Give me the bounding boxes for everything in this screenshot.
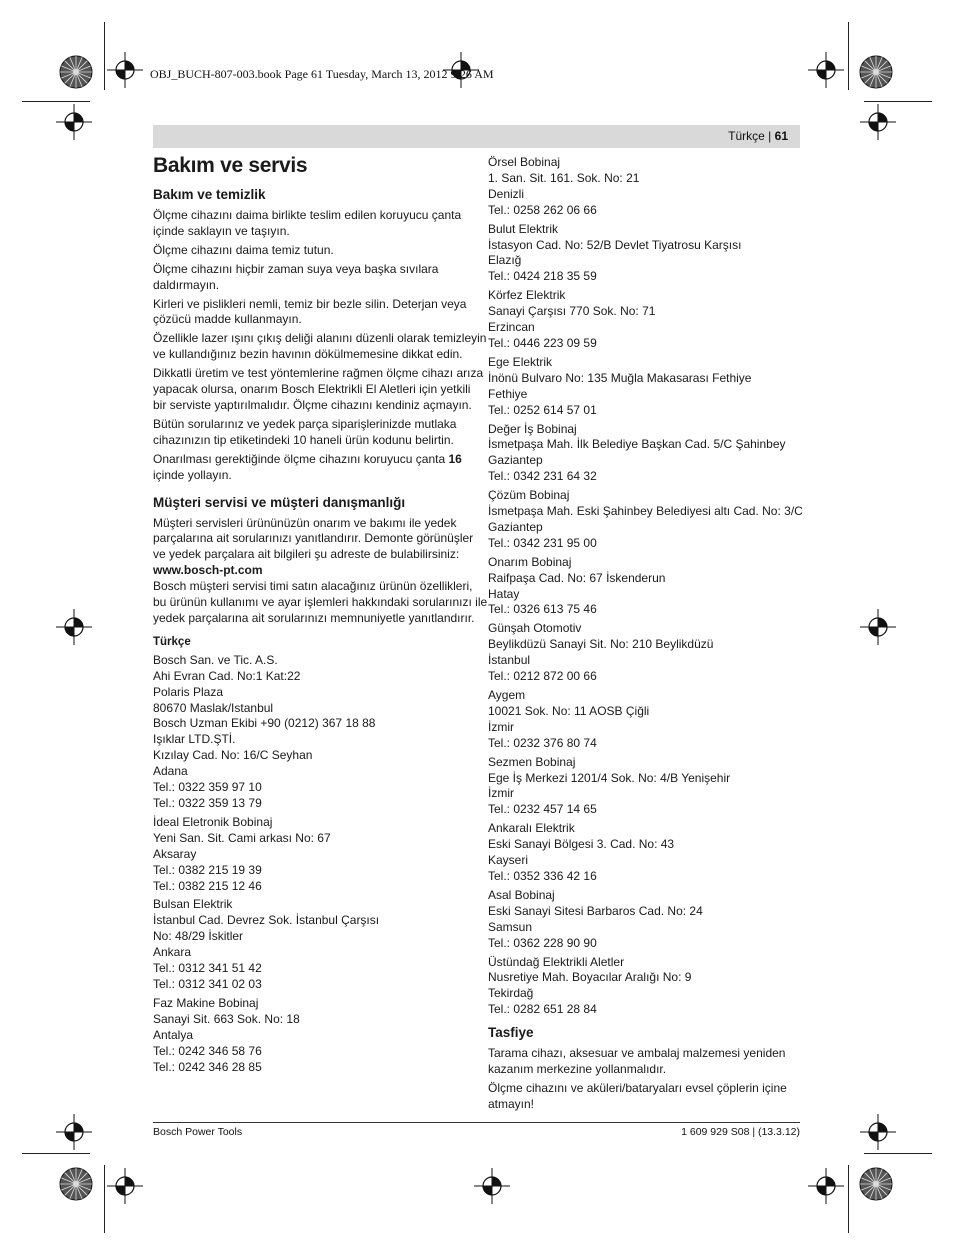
address-block-line: Çözüm Bobinaj [488, 488, 570, 503]
address-list-left [153, 653, 471, 1076]
paragraph-line: Ölçme cihazını daima temiz tutun. [153, 242, 334, 257]
address-block-line: Sanayi Sit. 663 Sok. No: 18 [153, 1011, 300, 1026]
registration-mark [107, 52, 143, 88]
paragraph [153, 331, 487, 363]
address-block-line: Tel.: 0446 223 09 59 [488, 335, 597, 350]
registration-mark [474, 1168, 510, 1204]
address-block-line: Fethiye [488, 386, 528, 401]
page-number: 61 [774, 129, 788, 143]
address-block [488, 488, 803, 552]
page-header-bar [153, 125, 800, 148]
address-block-line: Aygem [488, 688, 526, 702]
page-title: Bakım ve servis [153, 154, 308, 177]
address-block-line: İdeal Eletronik Bobinaj [153, 814, 273, 829]
address-block-line: Hatay [488, 586, 520, 601]
paragraph-line: Ölçme cihazını ve aküleri/bataryaları evsel çöplerin içine [488, 1080, 787, 1095]
paragraph [488, 1046, 800, 1078]
paragraph [153, 243, 471, 259]
paragraph-line: parçalarına ait sorularınızı yanıtlandırır. Demonte görünüşler [153, 531, 474, 546]
address-block-line: Nusretiye Mah. Boyacılar Aralığı No: 9 [488, 970, 692, 985]
address-block [488, 755, 800, 819]
address-block-line: Antalya [153, 1027, 194, 1042]
color-target-mark [60, 56, 92, 88]
paragraph-line: Özellikle lazer ışını çıkış deliği alanını düzenli olarak temizleyin [153, 331, 487, 346]
address-block-line: İstanbul Cad. Devrez Sok. İstanbul Çarşısı [153, 913, 380, 928]
address-block-line: Tel.: 0312 341 51 42 [153, 961, 262, 976]
paragraph-line: yapacak olursa, onarım Bosch Elektrikli El Aletleri için yetkili [153, 382, 471, 397]
address-block [488, 621, 800, 685]
address-block-line: Bulsan Elektrik [153, 897, 233, 912]
address-block-line: Tel.: 0258 262 06 66 [488, 202, 597, 217]
address-block-line: Tel.: 0342 231 64 32 [488, 469, 597, 484]
reference-number: 16 [448, 451, 462, 466]
registration-mark [860, 104, 896, 140]
paragraph-line: atmayın! [488, 1096, 535, 1111]
address-block-line: Tel.: 0282 651 28 84 [488, 1002, 597, 1017]
footer-rule [153, 1122, 800, 1123]
paragraph [153, 297, 471, 329]
address-block-line: Bulut Elektrik [488, 221, 559, 236]
address-block-line: Samsun [488, 919, 533, 934]
disposal-paragraphs [488, 1046, 800, 1113]
paragraph-line: içinde yollayın. [153, 467, 232, 482]
address-block-line: Ankara [153, 945, 192, 960]
address-block-line: Faz Makine Bobinaj [153, 995, 259, 1010]
paragraph-line: Bütün sorularınız ve yedek parça siparişlerinizde mutlaka [153, 416, 457, 431]
address-block-line: İzmir [488, 719, 514, 734]
address-block-line: Ankaralı Elektrik [488, 821, 575, 836]
customer-service-intro [153, 515, 474, 564]
address-block-line: Erzincan [488, 320, 535, 335]
paragraph-line: çözücü madde kullanmayın. [153, 312, 302, 327]
address-block-line: Yeni San. Sit. Cami arkası No: 67 [153, 830, 331, 845]
address-block [488, 222, 800, 286]
address-block [488, 422, 800, 486]
paragraph-line: Bosch müşteri servisi timi satın alacağınız ürünün özellikleri, [153, 579, 473, 594]
address-block-line: Tel.: 0242 346 28 85 [153, 1059, 262, 1074]
registration-mark [808, 52, 844, 88]
address-block-line: Gaziantep [488, 453, 543, 468]
address-block-line: Körfez Elektrik [488, 288, 566, 303]
page-header-text [728, 129, 788, 143]
paragraph-line: Ölçme cihazını daima birlikte teslim edilen koruyucu çanta [153, 208, 462, 222]
paragraph-line: yedek parçalarına ait sorularınızı memnuniyetle yanıtlandırır. [153, 610, 475, 625]
address-block-line: Kayseri [488, 853, 529, 868]
address-block [488, 555, 800, 619]
paragraph-line: daldırmayın. [153, 277, 220, 292]
address-block-line: Ahi Evran Cad. No:1 Kat:22 [153, 668, 301, 683]
address-block-line: İnönü Bulvaro No: 135 Muğla Makasarası Fethiye [488, 370, 752, 385]
country-heading: Türkçe [153, 635, 191, 648]
right-column [488, 155, 803, 1116]
section-heading-customer-service: Müşteri servisi ve müşteri danışmanlığı [153, 494, 406, 510]
address-block [153, 996, 471, 1076]
paragraph [488, 1081, 800, 1113]
address-block-line: 10021 Sok. No: 11 AOSB Çiğli [488, 703, 650, 718]
address-block-line: Tel.: 0326 613 75 46 [488, 602, 597, 617]
address-block [488, 155, 800, 219]
address-block-line: Tel.: 0212 872 00 66 [488, 669, 597, 684]
paragraph [153, 262, 471, 294]
paragraph-line: ve yedek parçalara ait bilgileri şu adreste de bulabilirsiniz: [153, 547, 460, 562]
address-block-line: İstasyon Cad. No: 52/B Devlet Tiyatrosu Karşısı [488, 237, 742, 252]
address-block-line: Denizli [488, 186, 525, 201]
color-target-mark [60, 1168, 92, 1200]
registration-mark [56, 609, 92, 645]
section-heading-disposal: Tasfiye [488, 1025, 534, 1041]
address-block-line: Onarım Bobinaj [488, 554, 572, 569]
website-link[interactable]: www.bosch-pt.com [153, 563, 263, 578]
address-block-line: Adana [153, 764, 188, 779]
address-block-line: Tel.: 0362 228 90 90 [488, 935, 597, 950]
address-block [488, 688, 800, 752]
address-block-line: Değer İş Bobinaj [488, 421, 577, 436]
address-block-line: Tel.: 0242 346 58 76 [153, 1043, 262, 1058]
address-block-line: Tel.: 0312 341 02 03 [153, 976, 262, 991]
address-block-line: Tel.: 0382 215 19 39 [153, 862, 262, 877]
registration-mark [860, 609, 896, 645]
address-block-line: Sezmen Bobinaj [488, 754, 576, 769]
address-block-line: Tel.: 0424 218 35 59 [488, 269, 597, 284]
left-column [153, 154, 488, 1078]
address-block-line: Kızılay Cad. No: 16/C Seyhan [153, 748, 313, 763]
paragraph-line: Ölçme cihazını hiçbir zaman suya veya başka sıvılara [153, 261, 439, 276]
address-block-line: Beylikdüzü Sanayi Sit. No: 210 Beylikdüzü [488, 637, 714, 652]
address-block-line: Tel.: 0252 614 57 01 [488, 402, 597, 417]
paragraph-line: Dikkatli üretim ve test yöntemlerine rağmen ölçme cihazı arıza [153, 366, 484, 381]
address-block-line: Tel.: 0342 231 95 00 [488, 535, 597, 550]
address-block-line: İstanbul [488, 653, 531, 668]
paragraph-line: bir serviste yaptırılmalıdır. Ölçme cihazını kendiniz açmayın. [153, 397, 472, 412]
address-block-line: Ege Elektrik [488, 354, 553, 369]
print-slug: OBJ_BUCH-807-003.book Page 61 Tuesday, March 13, 2012 9:26 AM [150, 67, 494, 81]
footer-brand: Bosch Power Tools [153, 1126, 243, 1138]
address-block [153, 897, 471, 992]
paragraph [153, 366, 484, 414]
section-heading-maintenance: Bakım ve temizlik [153, 187, 266, 202]
customer-service-outro [153, 579, 488, 627]
address-block-line: Tel.: 0232 376 80 74 [488, 735, 597, 750]
address-block-line: İsmetpaşa Mah. İlk Belediye Başkan Cad. 5/C Şahinbey [488, 437, 786, 452]
address-block-line: Tel.: 0382 215 12 46 [153, 878, 262, 893]
address-block-line: Raifpaşa Cad. No: 67 İskenderun [488, 570, 666, 585]
address-block-line: Tel.: 0352 336 42 16 [488, 868, 597, 883]
address-block-line: Tel.: 0322 359 97 10 [153, 780, 262, 795]
address-block [153, 815, 471, 895]
address-block-line: Tel.: 0232 457 14 65 [488, 802, 597, 817]
address-block-line: Günşah Otomotiv [488, 621, 582, 636]
color-target-mark [860, 1168, 892, 1200]
address-block-line: No: 48/29 İskitler [153, 929, 244, 944]
address-block [488, 888, 800, 952]
address-block [488, 955, 800, 1019]
address-block-line: Tekirdağ [488, 986, 534, 1001]
address-block-line: Tel.: 0322 359 13 79 [153, 796, 262, 810]
paragraph-line: cihazınızın tip etiketindeki 10 haneli ürün kodunu belirtin. [153, 432, 454, 447]
paragraph-text: Onarılması gerektiğinde ölçme cihazını koruyucu çanta [153, 451, 449, 466]
address-block-line: Işıklar LTD.ŞTİ. [153, 732, 236, 747]
paragraph-line: bu ürünün kullanımı ve ayar işlemleri hakkındaki sorularınızı ile [153, 595, 488, 610]
registration-mark [56, 104, 92, 140]
paragraph-line: ve kullandığınız bezin havının dökülmemesine dikkat edin. [153, 347, 463, 362]
address-block-line: 1. San. Sit. 161. Sok. No: 21 [488, 170, 640, 185]
address-block-line: İzmir [488, 786, 514, 801]
address-list-right [488, 155, 803, 1018]
paragraph-line: kazanım merkezine yollanmalıdır. [488, 1062, 667, 1077]
paragraph-line: Müşteri servisleri ürününüzün onarım ve bakımı ile yedek [153, 515, 457, 530]
registration-mark [860, 1114, 896, 1150]
paragraph-line: Tarama cihazı, aksesuar ve ambalaj malzemesi yeniden [488, 1046, 786, 1061]
address-block-line: Aksaray [153, 846, 197, 861]
header-separator: | [764, 129, 775, 143]
address-block-line: 80670 Maslak/Istanbul [153, 700, 274, 715]
address-block-line: Asal Bobinaj [488, 887, 555, 902]
address-block [488, 821, 800, 885]
paragraph-line: Kirleri ve pislikleri nemli, temiz bir bezle silin. Deterjan veya [153, 296, 467, 311]
registration-mark [107, 1168, 143, 1204]
paragraph [153, 208, 471, 240]
address-block-line: Elazığ [488, 253, 522, 268]
footer-doc-number: 1 609 929 S08 | (13.3.12) [681, 1126, 800, 1138]
address-block-line: İsmetpaşa Mah. Eski Şahinbey Belediyesi altı Cad. No: 3/C [488, 504, 803, 519]
maintenance-paragraphs [153, 208, 487, 449]
paragraph [153, 417, 471, 449]
address-block-line: Üstündağ Elektrikli Aletler [488, 954, 625, 969]
address-block-line: Polaris Plaza [153, 684, 224, 699]
paragraph [153, 452, 471, 484]
address-block-line: Eski Sanayi Bölgesi 3. Cad. No: 43 [488, 837, 675, 852]
address-block-line: Sanayi Çarşısı 770 Sok. No: 71 [488, 304, 656, 319]
address-block-line: Bosch San. ve Tic. A.S. [153, 652, 278, 667]
paragraph [153, 579, 488, 627]
address-block [488, 288, 800, 352]
address-block-line: Bosch Uzman Ekibi +90 (0212) 367 18 88 [153, 716, 376, 731]
address-block [153, 653, 471, 812]
registration-mark [808, 1168, 844, 1204]
address-block-line: Gaziantep [488, 519, 543, 534]
paragraph [153, 515, 474, 564]
registration-mark [56, 1114, 92, 1150]
address-block-line: Eski Sanayi Sitesi Barbaros Cad. No: 24 [488, 903, 703, 918]
address-block [488, 355, 800, 419]
address-block-line: Ege İş Merkezi 1201/4 Sok. No: 4/B Yenişehir [488, 770, 731, 785]
header-language: Türkçe [728, 129, 765, 143]
address-block-line: Örsel Bobinaj [488, 155, 561, 169]
color-target-mark [860, 56, 892, 88]
paragraph-line: içinde saklayın ve taşıyın. [153, 223, 290, 238]
